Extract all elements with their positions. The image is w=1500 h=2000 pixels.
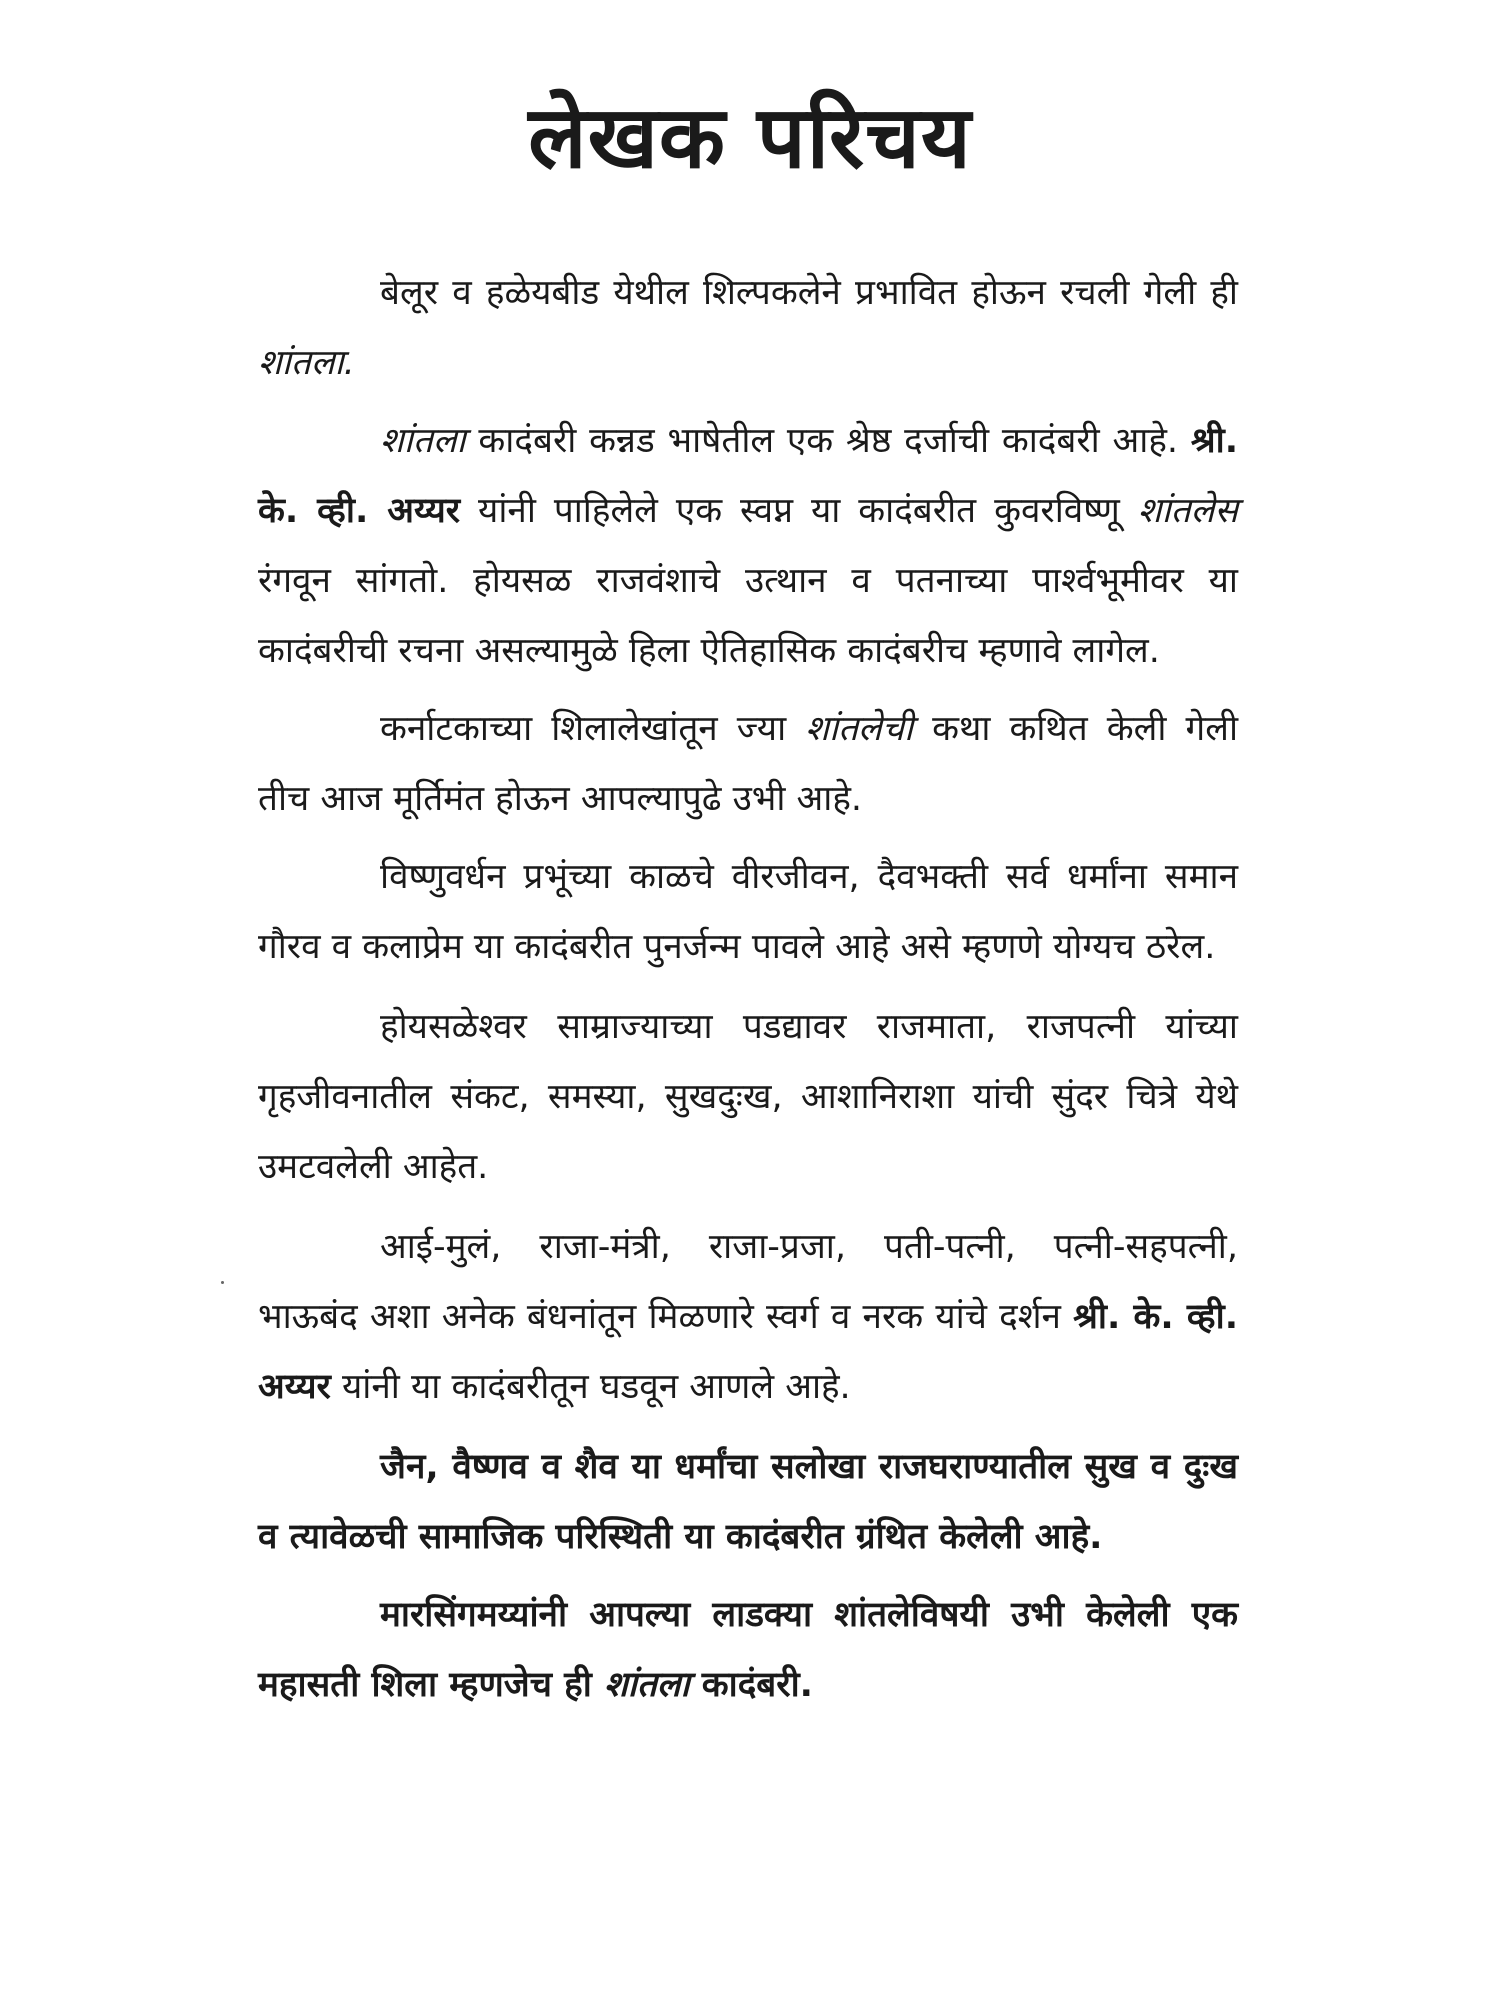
document-body <box>258 258 1238 1728</box>
paragraph-3 <box>258 694 1238 834</box>
paragraph-3-text: कर्नाटकाच्या शिलालेखांतून ज्या <box>380 709 806 749</box>
author-name-bold: श्री. के. व्ही. अय्यर <box>258 1297 1238 1407</box>
paragraph-2-text: कादंबरी कन्नड भाषेतील एक श्रेष्ठ दर्जाची कादंबरी आहे. <box>465 421 1191 461</box>
paragraph-7: जैन, वैष्णव व शैव या धर्मांचा सलोखा राजघराण्यातील सुख व दुःख व त्यावेळची सामाजिक परिस्थिती या कादंबरीत ग्रंथित केलेली आहे. <box>258 1447 1238 1557</box>
paragraph-4: विष्णुवर्धन प्रभूंच्या काळचे वीरजीवन, दैवभक्ती सर्व धर्मांना समान गौरव व कलाप्रेम या कादंबरीत पुनर्जन्म पावले आहे असे म्हणणे योग्यच ठरेल. <box>258 857 1238 967</box>
paragraph-5: होयसळेश्वर साम्राज्याच्या पडद्यावर राजमाता, राजपत्नी यांच्या गृहजीवनातील संकट, समस्या, सुखदुःख, आशानिराशा यांची सुंदर चित्रे येथे उमटवलेली आहेत. <box>258 1007 1238 1187</box>
paragraph-1 <box>258 258 1238 398</box>
novel-title-italic: शांतला <box>380 421 466 461</box>
paragraph-8 <box>258 1580 1238 1720</box>
paragraph-8-text: कादंबरी. <box>689 1665 813 1705</box>
paragraph-2-text: रंगवून सांगतो. होयसळ राजवंशाचे उत्थान व पतनाच्या पार्श्वभूमीवर या कादंबरीची रचना असल्यामुळे हिला ऐतिहासिक कादंबरीच म्हणावे लागेल. <box>258 561 1238 671</box>
character-name-italic: शांतलेची <box>805 709 914 749</box>
novel-title-italic: शांतला <box>603 1665 690 1705</box>
paragraph-6 <box>258 1212 1238 1422</box>
paragraph-1-text: बेलूर व हळेयबीड येथील शिल्पकलेने प्रभावित होऊन रचली गेली ही <box>380 273 1238 313</box>
paragraph-8-text: मारसिंगमय्यांनी आपल्या लाडक्या शांतलेविषयी उभी केलेली एक महासती शिला म्हणजेच ही <box>258 1595 1238 1705</box>
paragraph-2 <box>258 406 1238 686</box>
paragraph-2-text: यांनी पाहिलेले एक स्वप्न या कादंबरीत कुवरविष्णू <box>460 491 1138 531</box>
page-title: लेखक परिचय <box>528 88 972 188</box>
author-name-bold: श्री. के. व्ही. अय्यर <box>258 421 1238 531</box>
paragraph-6-text: यांनी या कादंबरीतून घडवून आणले आहे. <box>330 1367 851 1407</box>
paragraph-3-text: कथा कथित केली गेली तीच आज मूर्तिमंत होऊन आपल्यापुढे उभी आहे. <box>258 709 1239 819</box>
paragraph-6-text: आई-मुलं, राजा-मंत्री, राजा-प्रजा, पती-पत्नी, पत्नी-सहपत्नी, भाऊबंद अशा अनेक बंधनांतून मिळणारे स्वर्ग व नरक यांचे दर्शन <box>258 1227 1238 1337</box>
scan-speck <box>221 1281 224 1284</box>
character-name-italic: शांतलेस <box>1137 491 1238 531</box>
novel-title-italic: शांतला. <box>258 343 355 383</box>
